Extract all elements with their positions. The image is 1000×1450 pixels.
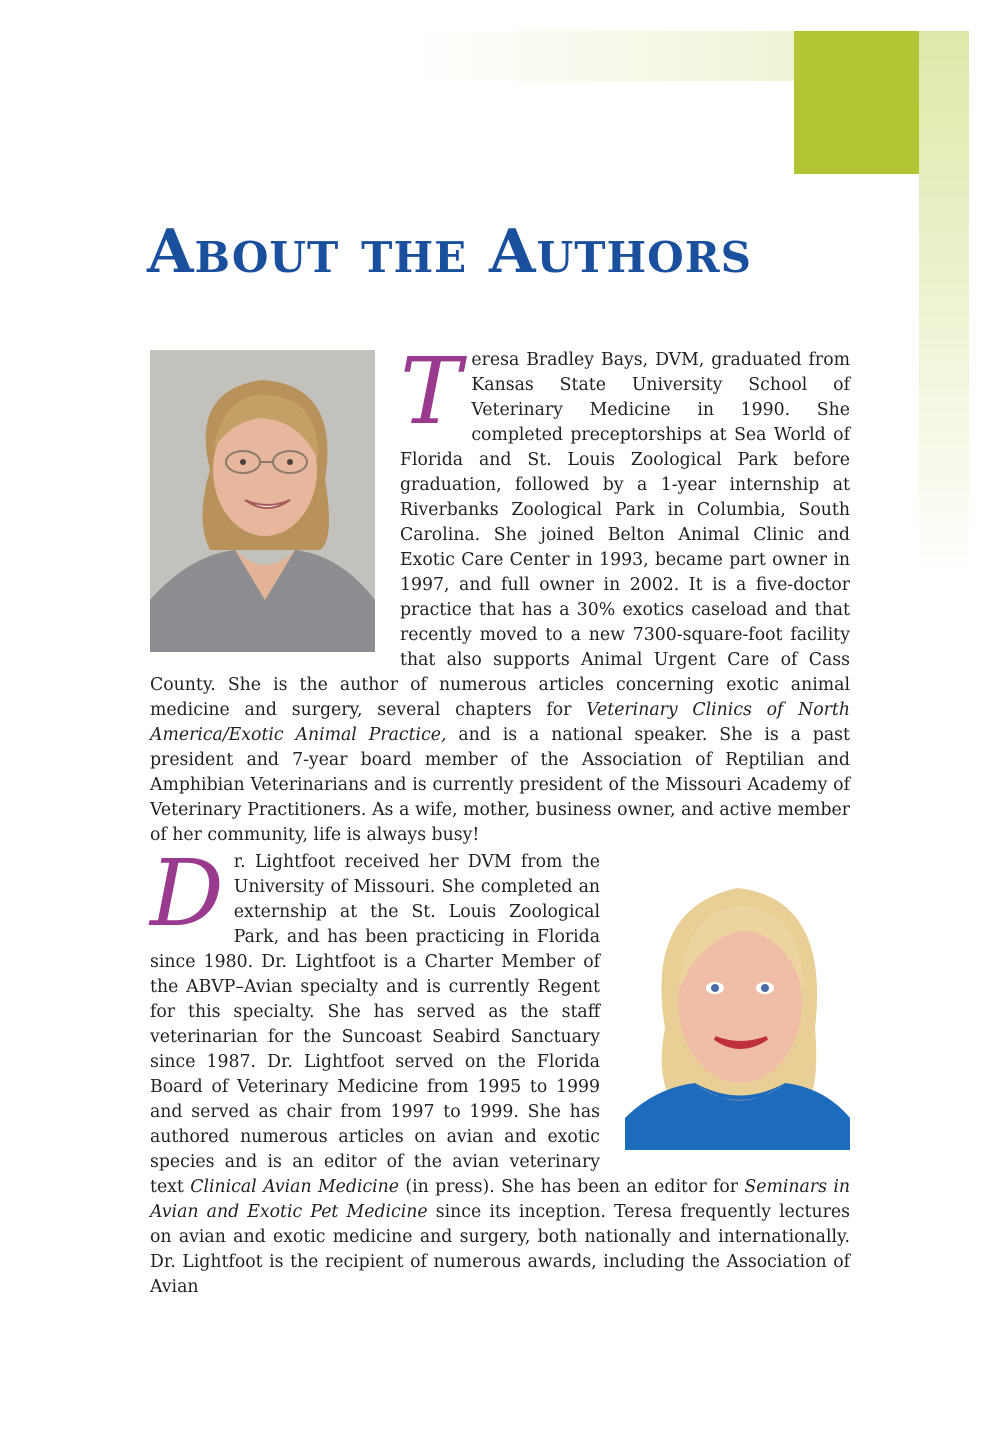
bio-text: since its inception. Teresa frequently lectures on avian and exotic medicine and surgery, both nationally and internationally. Dr. Lightfoot is the recipient of numerous awards, including the Association of Avian (150, 1202, 850, 1297)
decorative-green-square (794, 31, 919, 174)
portrait-photo-icon (150, 350, 375, 652)
book-title: Clinical Avian Medicine (190, 1177, 400, 1197)
bio-text: eresa Bradley Bays, DVM, graduated from Kansas State University School of Veterinary Medicine in 1990. She completed preceptorships at Sea World of Florida and St. Louis Zoological Park before graduation, followed by a 1-year internship at Riverbanks Zoological Park in Columbia, South Carolina. She joined Belton Animal Clinic and Exotic Care Center in 1993, became part owner in 1997, and full owner in 2002. It is a five-doctor practice that has a 30% exotics caseload and that recently moved to a new 7300-square-foot facility that also supports Animal Urgent Care of Cass County. She is the author of numerous articles concerning exotic animal medicine and surgery, several chapters for (150, 350, 850, 720)
journal-title: Seminars in Avian and Exotic Pet Medicine (150, 1177, 850, 1222)
bio-text: r. Lightfoot received her DVM from the University of Missouri. She completed an externship at the St. Louis Zoological Park, and has been practicing in Florida since 1980. Dr. Lightfoot is a Charter Member of the ABVP–Avian specialty and is currently Regent for this specialty. She has served as the staff veterinarian for the Suncoast Seabird Sanctuary since 1987. Dr. Lightfoot served on the Florida Board of Veterinary Medicine from 1995 to 1999 and served as chair from 1997 to 1999. She has authored numerous articles on avian and exotic species and is an editor of the avian veterinary text (150, 852, 600, 1197)
bio-text: (in press). She has been an editor for (399, 1177, 745, 1197)
page-title: About the Authors (147, 217, 752, 287)
author-photo-lightfoot (625, 868, 850, 1150)
author-photo-bays (150, 350, 375, 652)
book-title: Veterinary Clinics of North America/Exotic Animal Practice, (150, 700, 850, 745)
bio-text: and is a national speaker. She is a past president and 7-year board member of the Association of Reptilian and Amphibian Veterinarians and is currently president of the Missouri Academy of Veterinary Practitioners. As a wife, mother, business owner, and active member of her community, life is always busy! (150, 725, 850, 845)
drop-cap-t: T (400, 338, 462, 445)
author-bio-lightfoot (150, 840, 850, 1300)
decorative-gradient-strip (919, 31, 969, 581)
portrait-photo-icon (625, 868, 850, 1150)
author-bio-bays (150, 338, 850, 848)
authors-text-column (150, 338, 850, 1300)
drop-cap-d: D (150, 840, 224, 947)
